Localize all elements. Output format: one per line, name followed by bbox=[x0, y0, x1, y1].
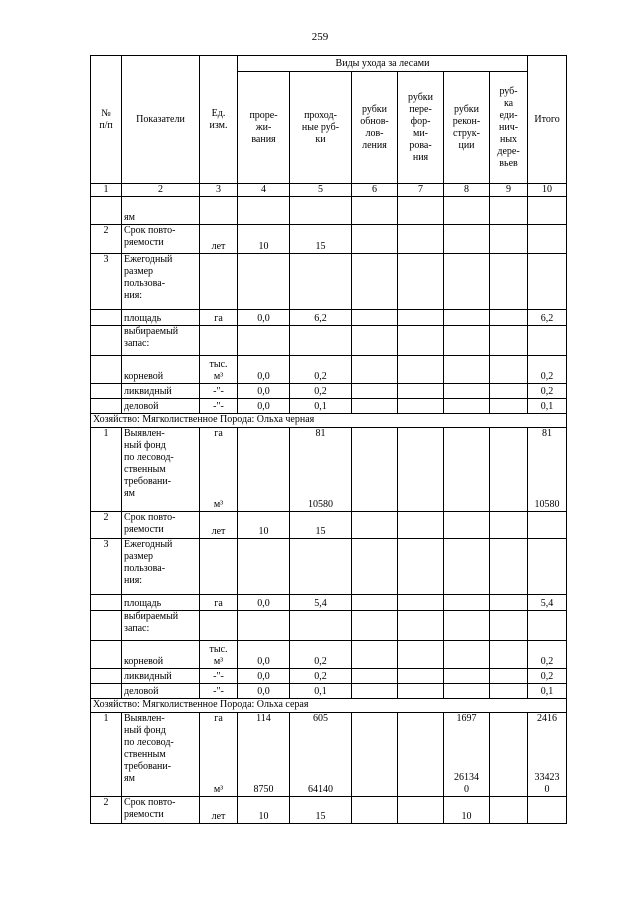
table-row bbox=[91, 326, 567, 356]
column-numbers-row bbox=[91, 184, 567, 197]
value-cell bbox=[352, 428, 398, 512]
value-cell bbox=[444, 197, 490, 225]
value-cell bbox=[444, 669, 490, 684]
unit-cell-top: га bbox=[214, 713, 223, 724]
value-cell bbox=[290, 713, 352, 797]
total-cell: 0,2 bbox=[528, 356, 567, 384]
indicator-cell: деловой bbox=[122, 684, 200, 699]
column-number: 3 bbox=[200, 184, 238, 197]
total-cell bbox=[528, 797, 567, 824]
value-cell bbox=[444, 713, 490, 797]
row-number bbox=[91, 595, 122, 611]
value-cell-bottom: 10580 bbox=[308, 499, 333, 510]
value-cell bbox=[444, 641, 490, 669]
value-cell bbox=[444, 399, 490, 414]
value-cell bbox=[490, 326, 528, 356]
row-number: 3 bbox=[91, 254, 122, 310]
unit-cell: га bbox=[200, 310, 238, 326]
value-cell bbox=[398, 713, 444, 797]
value-cell bbox=[290, 611, 352, 641]
column-number: 10 bbox=[528, 184, 567, 197]
value-cell: 10 bbox=[238, 512, 290, 539]
fund-row bbox=[91, 428, 567, 512]
value-cell bbox=[398, 669, 444, 684]
indicator-cell: площадь bbox=[122, 310, 200, 326]
value-cell bbox=[444, 611, 490, 641]
value-cell: 0,1 bbox=[290, 684, 352, 699]
header-renewal-cutting: рубки обнов- лов- ления bbox=[352, 72, 398, 184]
indicator-cell: корневой bbox=[122, 356, 200, 384]
indicator-cell: деловой bbox=[122, 399, 200, 414]
table-row bbox=[91, 225, 567, 254]
value-cell bbox=[398, 539, 444, 595]
total-cell-top: 2416 bbox=[537, 713, 558, 724]
value-cell: 0,0 bbox=[238, 310, 290, 326]
header-care-types: Виды ухода за лесами bbox=[238, 56, 528, 72]
value-cell bbox=[352, 611, 398, 641]
value-cell bbox=[238, 197, 290, 225]
indicator-cell: корневой bbox=[122, 641, 200, 669]
column-number: 5 bbox=[290, 184, 352, 197]
table-row bbox=[91, 197, 567, 225]
indicator-cell: Срок повто- ряемости bbox=[122, 797, 200, 824]
value-cell bbox=[352, 399, 398, 414]
unit-cell-top: га bbox=[214, 428, 223, 439]
value-cell bbox=[290, 197, 352, 225]
value-cell bbox=[398, 595, 444, 611]
table-row bbox=[91, 399, 567, 414]
value-cell bbox=[444, 539, 490, 595]
value-cell bbox=[490, 399, 528, 414]
header-reconstruction-cutting: рубки рекон- струк- ции bbox=[444, 72, 490, 184]
value-cell bbox=[238, 611, 290, 641]
total-cell bbox=[528, 197, 567, 225]
value-cell: 0,0 bbox=[238, 669, 290, 684]
row-number: 2 bbox=[91, 225, 122, 254]
value-cell bbox=[238, 428, 290, 512]
unit-cell-bottom: м³ bbox=[213, 784, 224, 795]
table-row bbox=[91, 384, 567, 399]
value-cell bbox=[398, 384, 444, 399]
indicator-cell: выбираемый запас: bbox=[122, 326, 200, 356]
unit-cell: -"- bbox=[200, 684, 238, 699]
value-cell bbox=[444, 326, 490, 356]
value-cell: 10 bbox=[238, 225, 290, 254]
value-cell bbox=[398, 225, 444, 254]
header-unit: Ед. изм. bbox=[200, 56, 238, 184]
value-cell bbox=[352, 797, 398, 824]
unit-cell: тыс. м³ bbox=[200, 641, 238, 669]
value-cell bbox=[398, 428, 444, 512]
value-cell bbox=[398, 512, 444, 539]
value-cell bbox=[490, 669, 528, 684]
header-passage-cutting: проход- ные руб- ки bbox=[290, 72, 352, 184]
value-cell bbox=[352, 595, 398, 611]
value-cell bbox=[398, 641, 444, 669]
value-cell bbox=[490, 197, 528, 225]
value-cell bbox=[238, 713, 290, 797]
value-cell-top: 114 bbox=[256, 713, 271, 724]
value-cell bbox=[490, 512, 528, 539]
value-cell bbox=[352, 641, 398, 669]
value-cell bbox=[290, 326, 352, 356]
table-row bbox=[91, 512, 567, 539]
row-number bbox=[91, 326, 122, 356]
value-cell: 10 bbox=[444, 797, 490, 824]
value-cell bbox=[444, 428, 490, 512]
value-cell bbox=[352, 684, 398, 699]
indicator-cell: Срок повто- ряемости bbox=[122, 512, 200, 539]
value-cell bbox=[490, 384, 528, 399]
fund-row bbox=[91, 713, 567, 797]
value-cell bbox=[352, 310, 398, 326]
page-number: 259 bbox=[311, 31, 329, 43]
value-cell-bottom: 26134 0 bbox=[454, 772, 479, 795]
unit-cell bbox=[200, 197, 238, 225]
column-number: 2 bbox=[122, 184, 200, 197]
row-number bbox=[91, 384, 122, 399]
value-cell bbox=[398, 797, 444, 824]
indicator-cell: Ежегодный размер пользова- ния: bbox=[122, 254, 200, 310]
row-number bbox=[91, 641, 122, 669]
value-cell-top: 81 bbox=[315, 428, 326, 439]
value-cell: 10 bbox=[238, 797, 290, 824]
unit-cell: тыс. м³ bbox=[200, 356, 238, 384]
value-cell: 0,0 bbox=[238, 641, 290, 669]
unit-cell bbox=[200, 326, 238, 356]
value-cell bbox=[490, 641, 528, 669]
section-title: Хозяйство: Мягколиственное Порода: Ольха серая bbox=[91, 699, 567, 713]
value-cell bbox=[490, 539, 528, 595]
value-cell: 5,4 bbox=[290, 595, 352, 611]
indicator-cell: ликвидный bbox=[122, 384, 200, 399]
table-row bbox=[91, 641, 567, 669]
total-cell bbox=[528, 225, 567, 254]
value-cell bbox=[398, 326, 444, 356]
value-cell-bottom: 8750 bbox=[253, 784, 274, 795]
unit-cell: лет bbox=[200, 797, 238, 824]
value-cell bbox=[398, 254, 444, 310]
unit-cell: лет bbox=[200, 512, 238, 539]
table-row bbox=[91, 254, 567, 310]
value-cell bbox=[444, 384, 490, 399]
row-number bbox=[91, 684, 122, 699]
value-cell bbox=[238, 539, 290, 595]
indicator-cell: Ежегодный размер пользова- ния: bbox=[122, 539, 200, 595]
value-cell bbox=[352, 254, 398, 310]
value-cell-top: 605 bbox=[313, 713, 328, 724]
column-number: 1 bbox=[91, 184, 122, 197]
value-cell: 0,1 bbox=[290, 399, 352, 414]
unit-cell: -"- bbox=[200, 669, 238, 684]
table-row bbox=[91, 595, 567, 611]
row-number: 2 bbox=[91, 512, 122, 539]
value-cell bbox=[444, 356, 490, 384]
table-row bbox=[91, 310, 567, 326]
table-row bbox=[91, 611, 567, 641]
indicator-cell: Срок повто- ряемости bbox=[122, 225, 200, 254]
value-cell bbox=[490, 310, 528, 326]
table-row bbox=[91, 684, 567, 699]
value-cell bbox=[352, 713, 398, 797]
value-cell: 0,2 bbox=[290, 669, 352, 684]
total-cell bbox=[528, 713, 567, 797]
row-number: 3 bbox=[91, 539, 122, 595]
total-cell-bottom: 33423 0 bbox=[534, 772, 560, 795]
value-cell bbox=[352, 669, 398, 684]
value-cell bbox=[444, 225, 490, 254]
forest-care-table bbox=[90, 55, 567, 824]
unit-cell: -"- bbox=[200, 384, 238, 399]
total-cell bbox=[528, 326, 567, 356]
header-no: № п/п bbox=[91, 56, 122, 184]
total-cell bbox=[528, 428, 567, 512]
section-header-row bbox=[91, 414, 567, 428]
row-number: 1 bbox=[91, 713, 122, 797]
unit-cell: га bbox=[200, 595, 238, 611]
row-number bbox=[91, 310, 122, 326]
column-number: 8 bbox=[444, 184, 490, 197]
total-cell-top: 81 bbox=[542, 428, 553, 439]
total-cell-bottom: 10580 bbox=[534, 499, 560, 510]
value-cell-bottom: 64140 bbox=[308, 784, 333, 795]
value-cell bbox=[238, 254, 290, 310]
value-cell bbox=[490, 254, 528, 310]
row-number bbox=[91, 611, 122, 641]
value-cell bbox=[398, 611, 444, 641]
table-row bbox=[91, 539, 567, 595]
indicator-cell: ям bbox=[122, 197, 200, 225]
indicator-cell: Выявлен- ный фонд по лесовод- ственным требовани- ям bbox=[122, 713, 200, 797]
unit-cell-bottom: м³ bbox=[213, 499, 224, 510]
table-row bbox=[91, 669, 567, 684]
value-cell bbox=[444, 684, 490, 699]
total-cell: 0,2 bbox=[528, 669, 567, 684]
value-cell bbox=[490, 713, 528, 797]
column-number: 9 bbox=[490, 184, 528, 197]
value-cell bbox=[490, 684, 528, 699]
row-number: 2 bbox=[91, 797, 122, 824]
indicator-cell: выбираемый запас: bbox=[122, 611, 200, 641]
total-cell bbox=[528, 611, 567, 641]
total-cell: 6,2 bbox=[528, 310, 567, 326]
value-cell: 0,0 bbox=[238, 356, 290, 384]
header-reformation-cutting: рубки пере- фор- ми- рова- ния bbox=[398, 72, 444, 184]
indicator-cell: площадь bbox=[122, 595, 200, 611]
value-cell bbox=[490, 356, 528, 384]
value-cell: 0,2 bbox=[290, 641, 352, 669]
table-row bbox=[91, 797, 567, 824]
value-cell bbox=[444, 595, 490, 611]
value-cell bbox=[398, 310, 444, 326]
total-cell bbox=[528, 254, 567, 310]
header-total: Итого bbox=[528, 56, 567, 184]
value-cell bbox=[290, 539, 352, 595]
section-title: Хозяйство: Мягколиственное Порода: Ольха черная bbox=[91, 414, 567, 428]
indicator-cell: ликвидный bbox=[122, 669, 200, 684]
total-cell: 0,1 bbox=[528, 399, 567, 414]
value-cell bbox=[352, 384, 398, 399]
value-cell-top: 1697 bbox=[456, 713, 477, 724]
value-cell bbox=[444, 512, 490, 539]
unit-cell bbox=[200, 428, 238, 512]
section-header-row bbox=[91, 699, 567, 713]
value-cell bbox=[490, 797, 528, 824]
column-number: 6 bbox=[352, 184, 398, 197]
value-cell bbox=[290, 428, 352, 512]
value-cell bbox=[398, 197, 444, 225]
value-cell: 0,0 bbox=[238, 399, 290, 414]
row-number bbox=[91, 399, 122, 414]
value-cell bbox=[352, 539, 398, 595]
value-cell bbox=[490, 428, 528, 512]
value-cell: 15 bbox=[290, 225, 352, 254]
value-cell bbox=[352, 326, 398, 356]
table-row bbox=[91, 356, 567, 384]
header-thinning: проре- жи- вания bbox=[238, 72, 290, 184]
value-cell: 0,0 bbox=[238, 595, 290, 611]
column-number: 7 bbox=[398, 184, 444, 197]
value-cell: 0,0 bbox=[238, 684, 290, 699]
value-cell bbox=[398, 684, 444, 699]
value-cell bbox=[238, 326, 290, 356]
total-cell: 0,1 bbox=[528, 684, 567, 699]
total-cell: 0,2 bbox=[528, 641, 567, 669]
value-cell bbox=[290, 254, 352, 310]
value-cell bbox=[398, 399, 444, 414]
value-cell bbox=[490, 595, 528, 611]
row-number bbox=[91, 669, 122, 684]
unit-cell: -"- bbox=[200, 399, 238, 414]
unit-cell: лет bbox=[200, 225, 238, 254]
row-number bbox=[91, 197, 122, 225]
value-cell: 0,0 bbox=[238, 384, 290, 399]
unit-cell bbox=[200, 713, 238, 797]
value-cell bbox=[398, 356, 444, 384]
value-cell: 15 bbox=[290, 797, 352, 824]
row-number bbox=[91, 356, 122, 384]
value-cell bbox=[490, 225, 528, 254]
value-cell bbox=[352, 197, 398, 225]
value-cell bbox=[490, 611, 528, 641]
value-cell: 0,2 bbox=[290, 356, 352, 384]
header-indicator: Показатели bbox=[122, 56, 200, 184]
value-cell bbox=[352, 356, 398, 384]
value-cell bbox=[352, 225, 398, 254]
value-cell bbox=[444, 310, 490, 326]
total-cell: 5,4 bbox=[528, 595, 567, 611]
total-cell: 0,2 bbox=[528, 384, 567, 399]
total-cell bbox=[528, 539, 567, 595]
indicator-cell: Выявлен- ный фонд по лесовод- ственным требовани- ям bbox=[122, 428, 200, 512]
value-cell bbox=[352, 512, 398, 539]
header-single-tree-cutting: руб- ка еди- нич- ных дере- вьев bbox=[490, 72, 528, 184]
unit-cell bbox=[200, 254, 238, 310]
unit-cell bbox=[200, 539, 238, 595]
total-cell bbox=[528, 512, 567, 539]
value-cell bbox=[444, 254, 490, 310]
unit-cell bbox=[200, 611, 238, 641]
row-number: 1 bbox=[91, 428, 122, 512]
value-cell: 15 bbox=[290, 512, 352, 539]
value-cell: 0,2 bbox=[290, 384, 352, 399]
column-number: 4 bbox=[238, 184, 290, 197]
value-cell: 6,2 bbox=[290, 310, 352, 326]
